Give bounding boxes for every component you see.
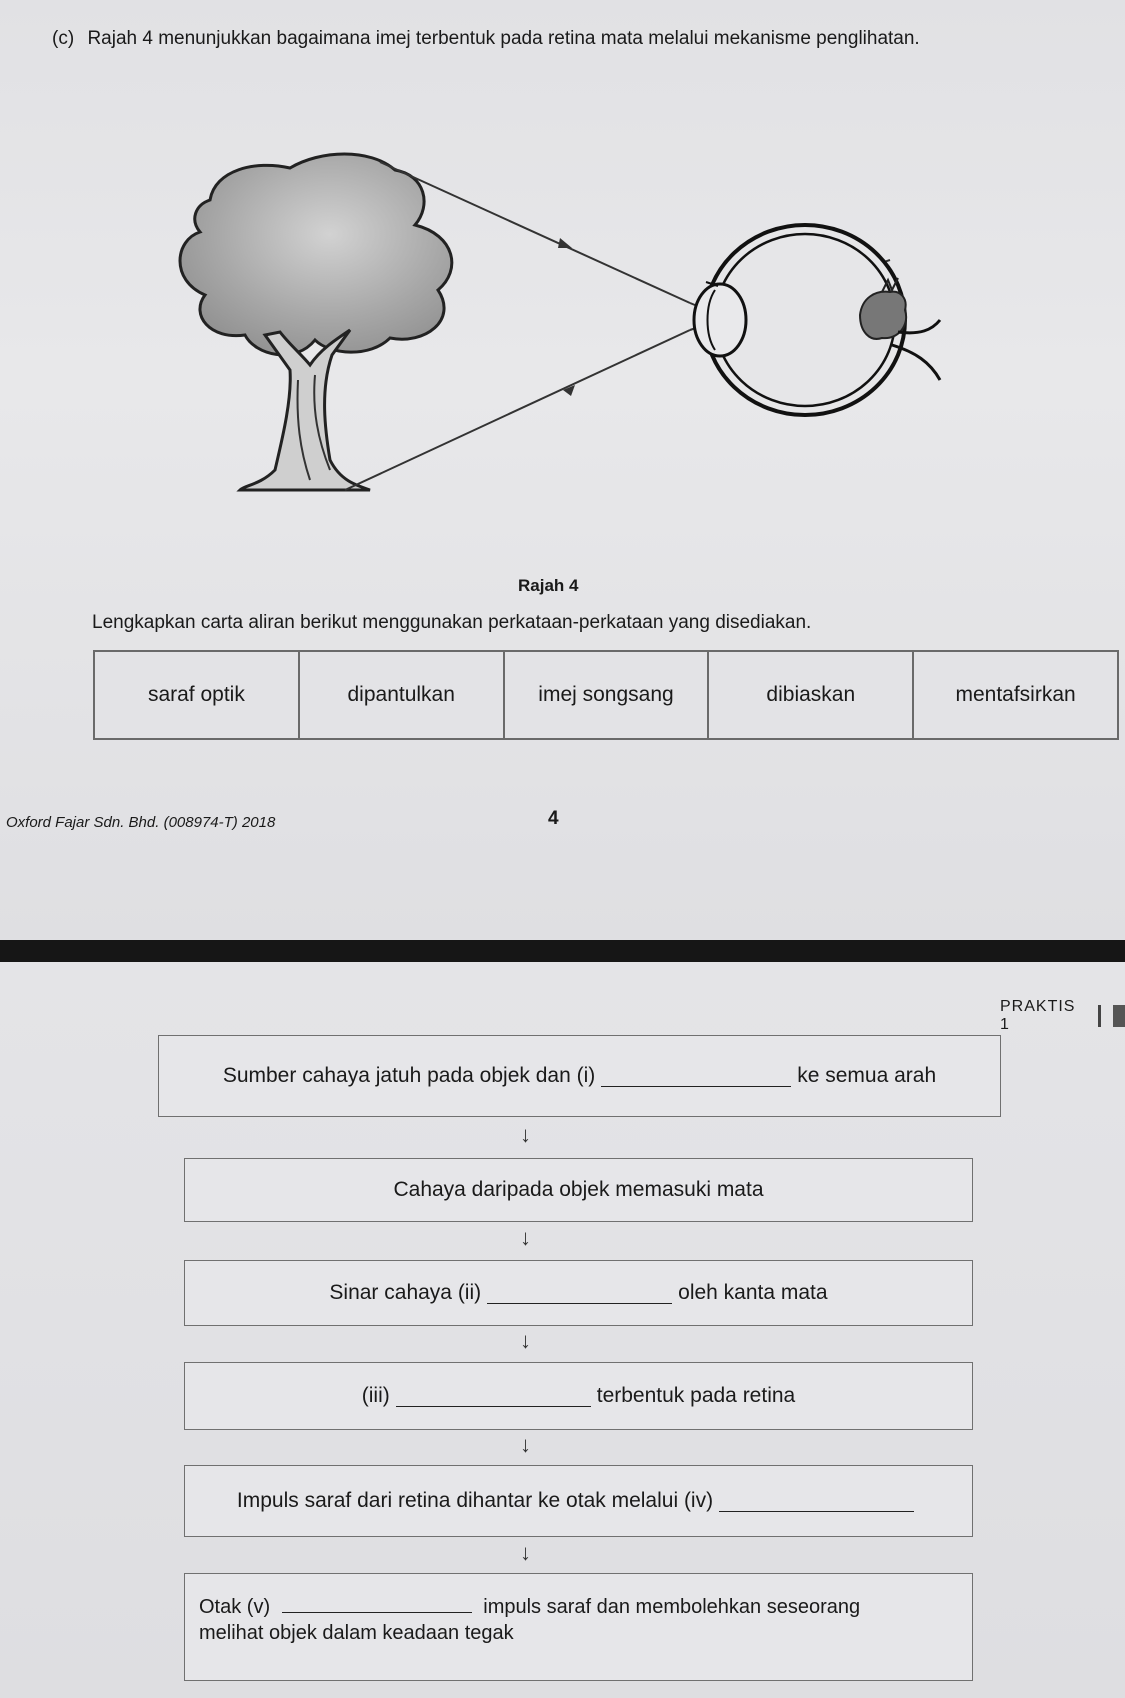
ray-bottom xyxy=(345,330,690,490)
question-label: (c) xyxy=(52,28,75,49)
question-body: Rajah 4 menunjukkan bagaimana imej terbentuk pada retina mata melalui mekanisme penglihatan. xyxy=(87,28,920,49)
flow-step-1-suffix: ke semua arah xyxy=(797,1064,937,1087)
flow-step-4 xyxy=(184,1362,973,1430)
flow-step-4-text: (iii) xyxy=(361,1384,390,1407)
flow-step-3-suffix: oleh kanta mata xyxy=(678,1281,828,1304)
flow-arrow: ↓ xyxy=(520,1432,531,1457)
figure-caption: Rajah 4 xyxy=(518,576,579,595)
eye-diagram xyxy=(170,140,950,510)
word-bank-table xyxy=(93,650,1119,740)
page-edge-mark xyxy=(1098,1005,1102,1027)
answer-blank-iii[interactable] xyxy=(396,1385,591,1407)
flow-step-6-suffix: impuls saraf dan membolehkan seseorang xyxy=(483,1596,861,1618)
flow-step-3 xyxy=(184,1260,973,1326)
flow-step-6-text: Otak (v) xyxy=(199,1596,271,1618)
question-text xyxy=(52,28,920,50)
flow-step-1-text: Sumber cahaya jatuh pada objek dan (i) xyxy=(222,1064,596,1087)
eye-lens xyxy=(694,284,746,356)
flow-step-2 xyxy=(184,1158,973,1222)
word-bank-cell: dipantulkan xyxy=(300,652,505,738)
running-head-label: PRAKTIS 1 xyxy=(1000,998,1076,1033)
page-divider xyxy=(0,940,1125,962)
flow-step-6-line2: melihat objek dalam keadaan tegak xyxy=(199,1622,514,1644)
word-bank-cell: dibiaskan xyxy=(709,652,914,738)
flow-arrow: ↓ xyxy=(520,1225,531,1250)
page-number: 4 xyxy=(548,808,559,829)
flow-step-6 xyxy=(184,1573,973,1681)
running-head xyxy=(1000,998,1125,1034)
word-bank-cell: mentafsirkan xyxy=(955,683,1076,706)
flow-step-3-text: Sinar cahaya (ii) xyxy=(329,1281,482,1304)
publisher-footer: Oxford Fajar Sdn. Bhd. (008974-T) 2018 xyxy=(6,814,276,831)
flow-step-5 xyxy=(184,1465,973,1537)
flow-arrow: ↓ xyxy=(520,1328,531,1353)
answer-blank-iv[interactable] xyxy=(719,1490,914,1512)
flow-step-1 xyxy=(158,1035,1001,1117)
answer-blank-i[interactable] xyxy=(601,1065,791,1087)
flow-step-2-text: Cahaya daripada objek memasuki mata xyxy=(393,1178,764,1201)
flow-step-6-line1 xyxy=(199,1592,958,1620)
tree-canopy xyxy=(180,154,452,355)
instruction-text: Lengkapkan carta aliran berikut menggunakan perkataan-perkataan yang disediakan. xyxy=(92,612,812,633)
word-bank-cell: imej songsang xyxy=(505,652,710,738)
page-edge-mark xyxy=(1113,1005,1125,1027)
answer-blank-ii[interactable] xyxy=(487,1282,672,1304)
answer-blank-v[interactable] xyxy=(282,1592,472,1613)
flow-arrow: ↓ xyxy=(520,1540,531,1565)
flow-step-5-text: Impuls saraf dari retina dihantar ke otak melalui (iv) xyxy=(236,1489,714,1512)
flow-arrow: ↓ xyxy=(520,1122,531,1147)
flow-step-4-suffix: terbentuk pada retina xyxy=(596,1384,796,1407)
word-bank-cell: saraf optik xyxy=(95,652,300,738)
